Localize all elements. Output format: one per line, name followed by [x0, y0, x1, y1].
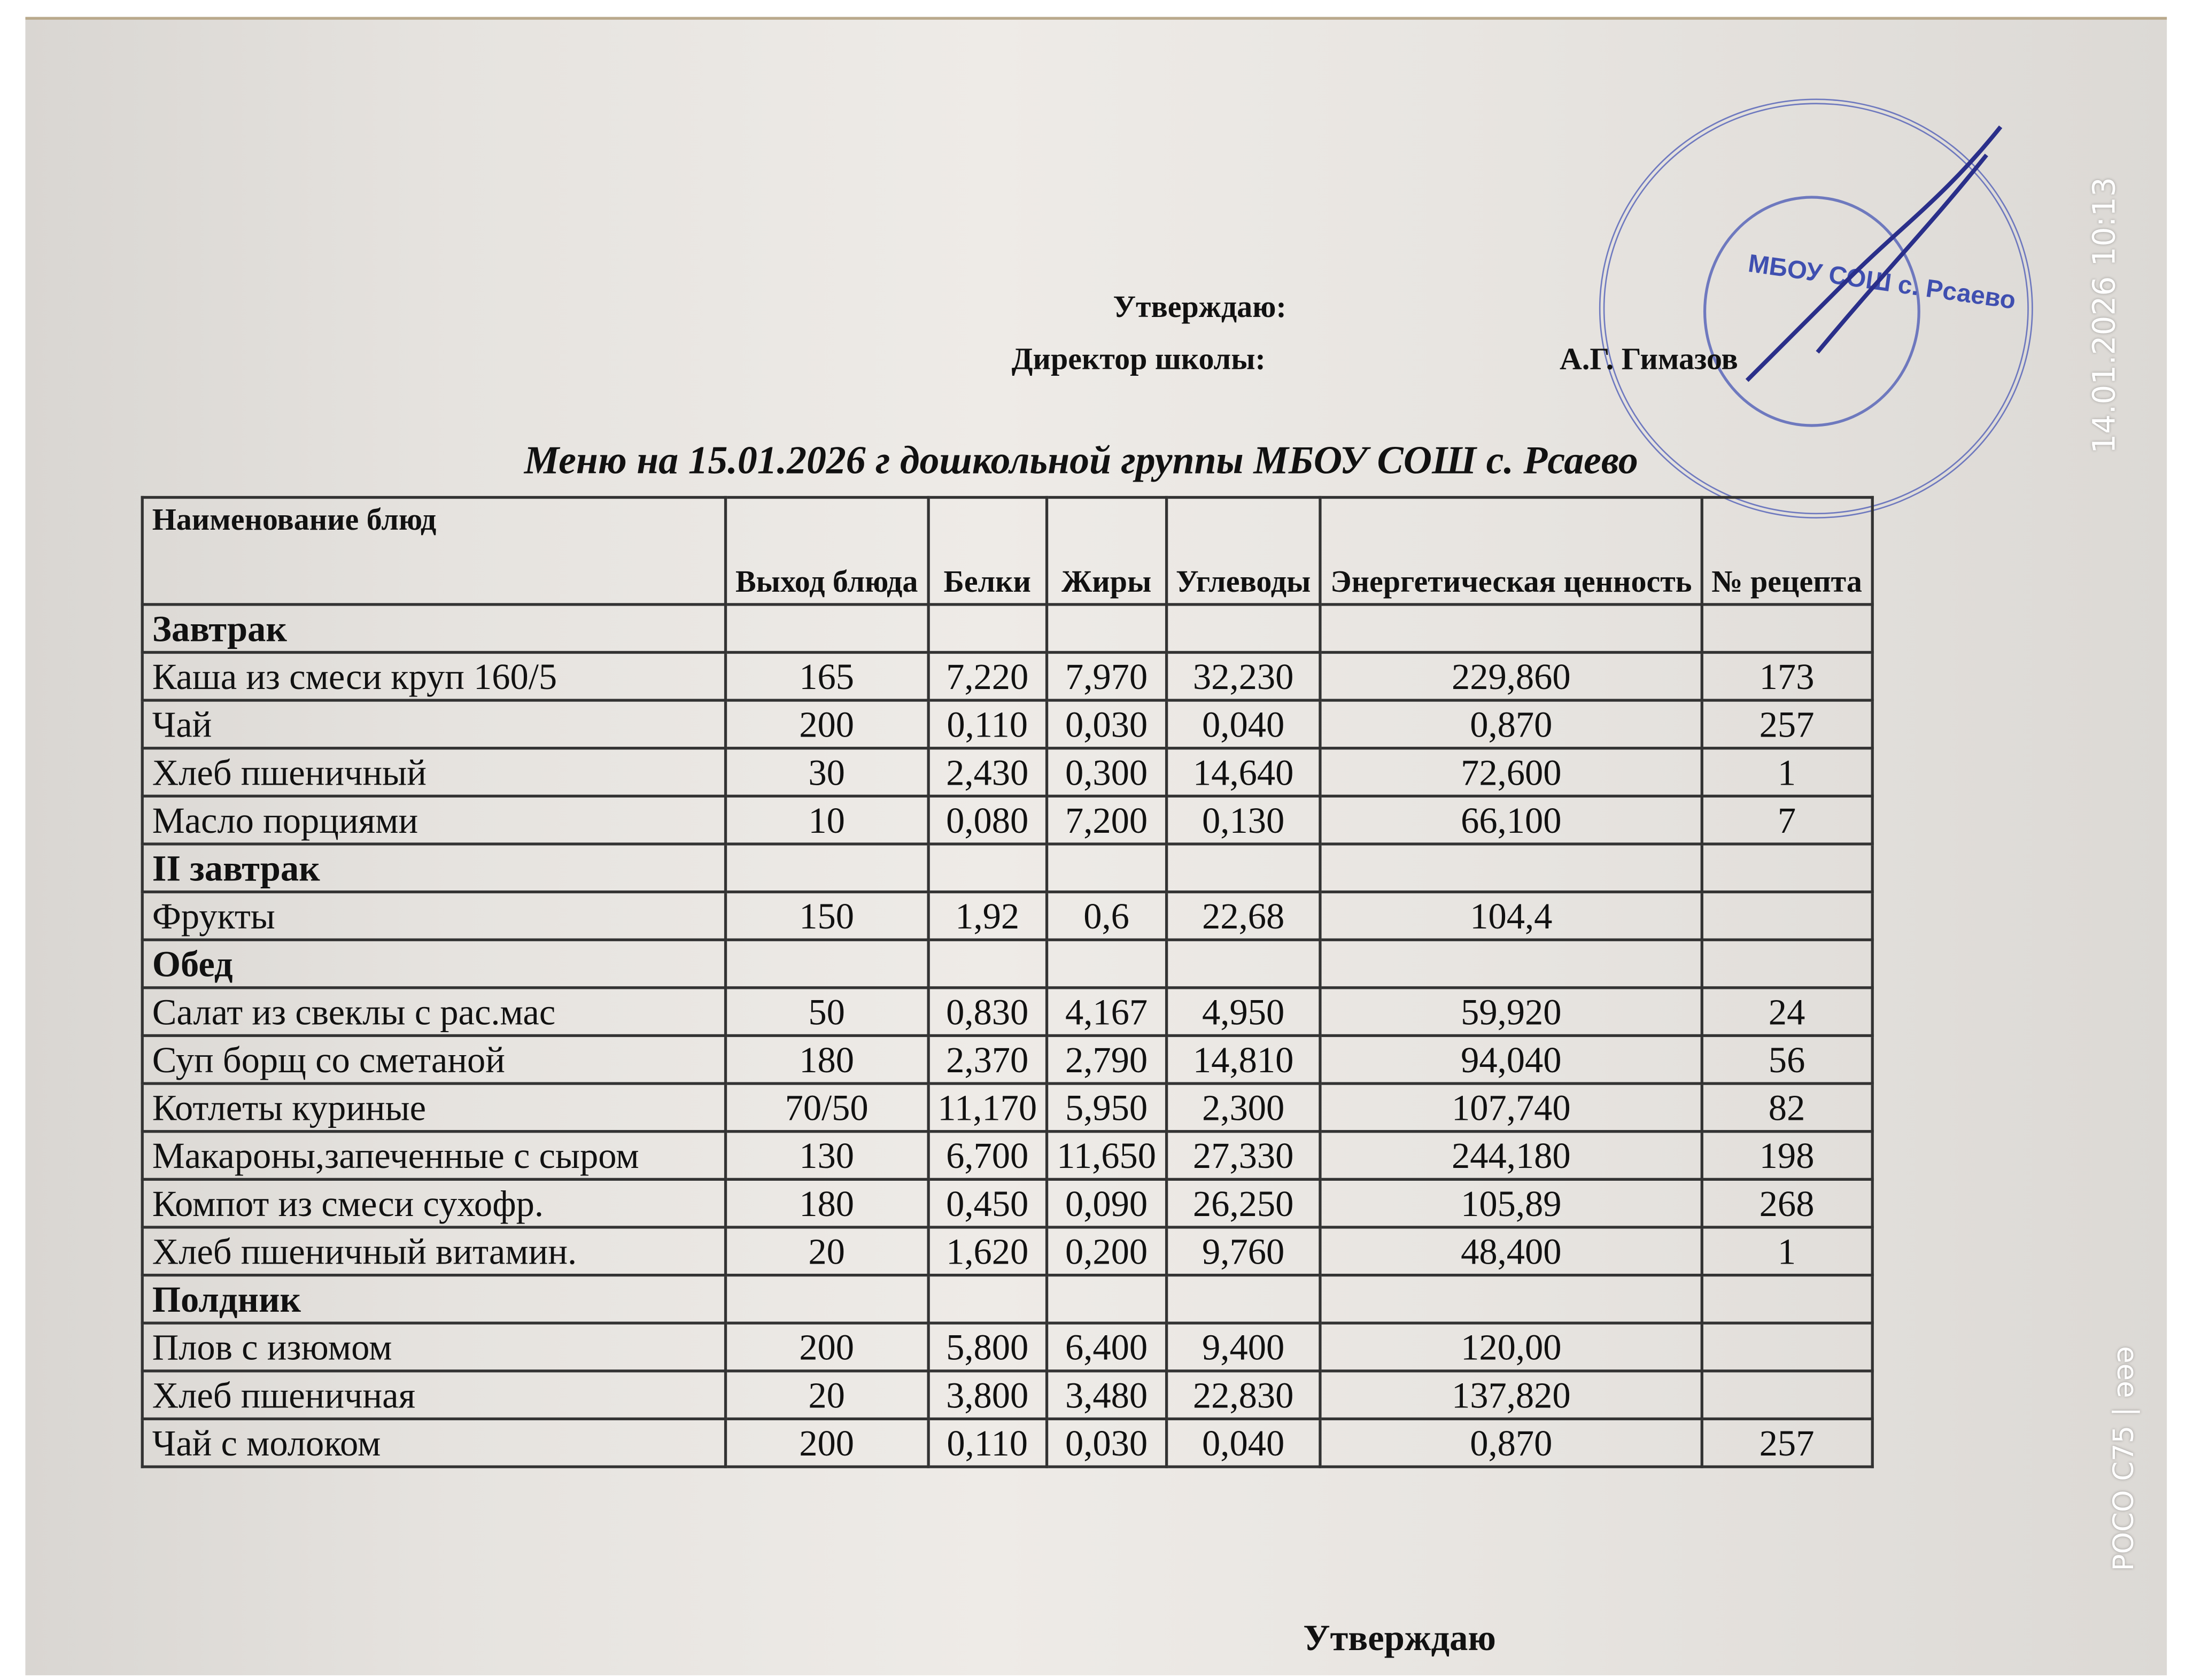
table-cell: 9,760	[1166, 1227, 1321, 1275]
table-cell: 0,110	[928, 1419, 1047, 1467]
dish-name: Хлеб пшеничная	[142, 1371, 725, 1419]
table-cell: 6,400	[1047, 1323, 1166, 1371]
table-cell: 1	[1702, 748, 1872, 796]
table-cell	[928, 1275, 1047, 1323]
device-watermark: POCO C75 | әәә	[2106, 1346, 2141, 1571]
table-cell: 22,68	[1166, 892, 1321, 940]
table-cell	[928, 605, 1047, 653]
table-cell	[726, 605, 928, 653]
table-cell: 2,300	[1166, 1083, 1321, 1132]
table-cell: 107,740	[1321, 1083, 1702, 1132]
column-header: Углеводы	[1166, 498, 1321, 605]
table-cell: 200	[726, 1419, 928, 1467]
column-header: Белки	[928, 498, 1047, 605]
table-cell: 257	[1702, 700, 1872, 748]
approve-label: Утверждаю:	[1113, 289, 1286, 324]
table-cell	[1166, 844, 1321, 892]
dish-name: Компот из смеси сухофр.	[142, 1179, 725, 1227]
table-row	[142, 1227, 1872, 1275]
table-cell: 198	[1702, 1132, 1872, 1180]
dish-name: Макароны,запеченные с сыром	[142, 1132, 725, 1180]
table-row	[142, 700, 1872, 748]
table-cell: 22,830	[1166, 1371, 1321, 1419]
table-cell: 7,200	[1047, 796, 1166, 844]
table-cell	[1166, 1275, 1321, 1323]
table-row	[142, 1035, 1872, 1083]
table-cell: 7,970	[1047, 652, 1166, 700]
table-cell: 257	[1702, 1419, 1872, 1467]
table-cell: 105,89	[1321, 1179, 1702, 1227]
table-cell	[1047, 844, 1166, 892]
dish-name: Фрукты	[142, 892, 725, 940]
table-cell: 1	[1702, 1227, 1872, 1275]
table-cell: 2,370	[928, 1035, 1047, 1083]
table-row	[142, 1083, 1872, 1132]
table-cell	[726, 940, 928, 988]
table-cell	[1702, 1275, 1872, 1323]
column-header: № рецепта	[1702, 498, 1872, 605]
table-cell: 27,330	[1166, 1132, 1321, 1180]
dish-name: Чай	[142, 700, 725, 748]
table-cell: 137,820	[1321, 1371, 1702, 1419]
table-cell: 20	[726, 1371, 928, 1419]
table-cell: 14,640	[1166, 748, 1321, 796]
table-row	[142, 892, 1872, 940]
table-cell: 2,790	[1047, 1035, 1166, 1083]
table-cell: 7	[1702, 796, 1872, 844]
table-cell: 59,920	[1321, 988, 1702, 1036]
table-cell: 0,110	[928, 700, 1047, 748]
table-cell: 0,040	[1166, 1419, 1321, 1467]
dish-name: Чай с молоком	[142, 1419, 725, 1467]
footer-approve: Утверждаю	[1303, 1617, 1496, 1659]
table-cell: 0,870	[1321, 700, 1702, 748]
table-cell: 0,030	[1047, 1419, 1166, 1467]
table-cell	[726, 1275, 928, 1323]
photo-datetime: 14.01.2026 10:13	[2088, 177, 2123, 454]
table-cell: 150	[726, 892, 928, 940]
table-cell	[1321, 940, 1702, 988]
table-cell: 0,830	[928, 988, 1047, 1036]
table-cell: 14,810	[1166, 1035, 1321, 1083]
table-cell: 0,870	[1321, 1419, 1702, 1467]
table-cell: 173	[1702, 652, 1872, 700]
table-cell: 26,250	[1166, 1179, 1321, 1227]
table-cell	[1047, 1275, 1166, 1323]
table-cell: 94,040	[1321, 1035, 1702, 1083]
table-cell: 70/50	[726, 1083, 928, 1132]
section-title: Обед	[142, 940, 725, 988]
table-cell	[726, 844, 928, 892]
table-row	[142, 748, 1872, 796]
table-cell: 130	[726, 1132, 928, 1180]
table-cell	[1702, 844, 1872, 892]
table-row	[142, 988, 1872, 1036]
dish-name: Хлеб пшеничный витамин.	[142, 1227, 725, 1275]
table-cell: 0,450	[928, 1179, 1047, 1227]
table-cell	[1702, 940, 1872, 988]
table-cell: 2,430	[928, 748, 1047, 796]
table-cell	[1321, 605, 1702, 653]
table-cell	[928, 844, 1047, 892]
table-cell: 10	[726, 796, 928, 844]
column-header: Наименование блюд	[142, 498, 725, 605]
director-name: А.Г. Гимазов	[1560, 340, 1738, 376]
dish-name: Хлеб пшеничный	[142, 748, 725, 796]
table-cell: 0,300	[1047, 748, 1166, 796]
table-cell: 0,080	[928, 796, 1047, 844]
table-cell: 200	[726, 1323, 928, 1371]
table-cell	[1321, 1275, 1702, 1323]
table-cell: 20	[726, 1227, 928, 1275]
table-cell: 7,220	[928, 652, 1047, 700]
table-cell: 82	[1702, 1083, 1872, 1132]
table-cell: 30	[726, 748, 928, 796]
table-cell: 268	[1702, 1179, 1872, 1227]
dish-name: Суп борщ со сметаной	[142, 1035, 725, 1083]
dish-name: Каша из смеси круп 160/5	[142, 652, 725, 700]
section-title: II завтрак	[142, 844, 725, 892]
table-cell: 104,4	[1321, 892, 1702, 940]
dish-name: Плов с изюмом	[142, 1323, 725, 1371]
table-cell: 32,230	[1166, 652, 1321, 700]
table-cell: 5,950	[1047, 1083, 1166, 1132]
table-cell: 0,030	[1047, 700, 1166, 748]
table-cell: 0,6	[1047, 892, 1166, 940]
table-cell	[1702, 605, 1872, 653]
table-cell: 1,620	[928, 1227, 1047, 1275]
table-row	[142, 1132, 1872, 1180]
table-cell: 11,170	[928, 1083, 1047, 1132]
table-cell: 3,480	[1047, 1371, 1166, 1419]
table-cell: 72,600	[1321, 748, 1702, 796]
table-cell: 50	[726, 988, 928, 1036]
table-cell: 200	[726, 700, 928, 748]
section-row	[142, 605, 1872, 653]
table-cell: 66,100	[1321, 796, 1702, 844]
section-title: Завтрак	[142, 605, 725, 653]
section-row	[142, 844, 1872, 892]
section-row	[142, 1275, 1872, 1323]
table-cell	[1702, 1323, 1872, 1371]
column-header: Жиры	[1047, 498, 1166, 605]
table-cell: 0,040	[1166, 700, 1321, 748]
column-header: Энергетическая ценность	[1321, 498, 1702, 605]
table-cell: 165	[726, 652, 928, 700]
table-row	[142, 1419, 1872, 1467]
table-cell: 0,200	[1047, 1227, 1166, 1275]
section-row	[142, 940, 1872, 988]
table-cell: 4,950	[1166, 988, 1321, 1036]
signature	[1733, 113, 2014, 394]
table-cell: 1,92	[928, 892, 1047, 940]
table-cell: 48,400	[1321, 1227, 1702, 1275]
dish-name: Масло порциями	[142, 796, 725, 844]
table-cell: 11,650	[1047, 1132, 1166, 1180]
table-cell	[1321, 844, 1702, 892]
dish-name: Котлеты куриные	[142, 1083, 725, 1132]
table-cell	[1702, 892, 1872, 940]
table-cell: 9,400	[1166, 1323, 1321, 1371]
table-row	[142, 1323, 1872, 1371]
table-cell	[928, 940, 1047, 988]
table-cell: 244,180	[1321, 1132, 1702, 1180]
table-cell: 3,800	[928, 1371, 1047, 1419]
table-cell: 120,00	[1321, 1323, 1702, 1371]
table-cell	[1047, 940, 1166, 988]
table-cell: 0,090	[1047, 1179, 1166, 1227]
director-label: Директор школы:	[1011, 340, 1266, 376]
menu-table	[141, 496, 1873, 1468]
table-cell: 5,800	[928, 1323, 1047, 1371]
table-cell: 56	[1702, 1035, 1872, 1083]
stamp-text: МБОУ СОШ с. Рсаево	[1746, 249, 2018, 315]
table-cell: 180	[726, 1179, 928, 1227]
table-row	[142, 652, 1872, 700]
table-cell: 180	[726, 1035, 928, 1083]
column-header: Выход блюда	[726, 498, 928, 605]
table-cell	[1166, 605, 1321, 653]
table-cell: 24	[1702, 988, 1872, 1036]
table-cell: 0,130	[1166, 796, 1321, 844]
table-cell	[1047, 605, 1166, 653]
dish-name: Салат из свеклы с рас.мас	[142, 988, 725, 1036]
table-cell: 229,860	[1321, 652, 1702, 700]
table-cell: 6,700	[928, 1132, 1047, 1180]
table-row	[142, 796, 1872, 844]
table-row	[142, 1179, 1872, 1227]
table-cell: 4,167	[1047, 988, 1166, 1036]
section-title: Полдник	[142, 1275, 725, 1323]
page-title: Меню на 15.01.2026 г дошкольной группы МБОУ СОШ с. Рсаево	[524, 439, 1638, 484]
table-row	[142, 1371, 1872, 1419]
table-cell	[1702, 1371, 1872, 1419]
table-cell	[1166, 940, 1321, 988]
